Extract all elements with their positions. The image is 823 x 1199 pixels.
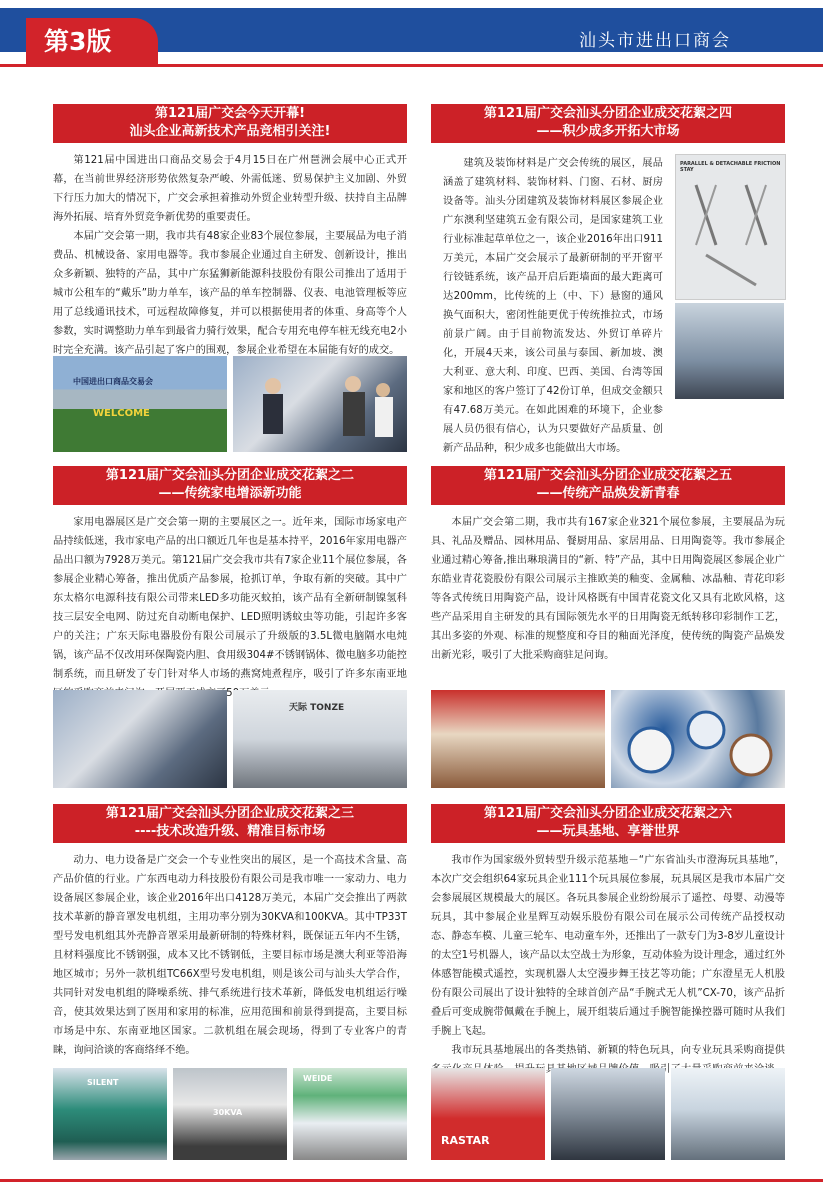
org-name: 汕头市进出口商会 <box>579 31 731 51</box>
paragraph: 我市玩具基地展出的各类热销、新颖的特色玩具，向专业玩具采购商提供 引 <box>451 1045 785 1075</box>
paragraph: 建筑及装饰材料是广交会传统的展区，展品涵盖了建筑材料、装饰材料、门窗、石材、厨房设备等。汕头分团建筑及装饰材料展区参展企业广东澳利坚建筑五金有限公司，是国家建筑工业行业标准起草单位之一，该企业2016年出口911万美元，本届广交会展示了最新研制的平开窗平行铰链系统，该产品开启后距墙面的最大距离可达200mm，比传统的上（中、下）悬窗的通风换气面积大，密闭性能更优于传统推拉式，市场前景广阔。由于目前物流发达、外贸订单碎片化，开展4天来，该公司虽与泰国、新加坡、澳大利亚、意大利、印度、巴西、美国、台湾等国家和地区的客户签订了42份订单，但成交金额只有47.68万美元。在如此困难的环境下，企业参展人员仍很有信心，认为只要做好产品质量、创新产品品种，积少成多也能做出大市场。 <box>443 158 663 454</box>
hinge-product-photo <box>675 154 786 300</box>
title-line-1: 第121届广交会汕头分团企业成交花絮之三 <box>105 806 355 821</box>
version-label: 第3版 <box>44 27 112 56</box>
title-line-1: 第121届广交会汕头分团企业成交花絮之六 <box>483 806 733 821</box>
article-body <box>53 851 407 1060</box>
photo-row <box>53 690 407 788</box>
photo-row <box>53 1068 407 1160</box>
title-line-1: 第121届广交会汕头分团企业成交花絮之二 <box>105 468 355 483</box>
article-5 <box>431 466 785 665</box>
article-body <box>431 513 785 665</box>
article-3 <box>53 804 407 1060</box>
tonze-booth-photo <box>233 690 407 788</box>
booth-photo <box>675 303 784 399</box>
photo-row <box>431 690 785 788</box>
paragraph: 本届广交会第二期，我市共有167家企业321个展位参展，主要展品为玩具、礼品及赠品、园林用品、餐厨用品、家居用品、日用陶瓷等。我市参展企业通过精心筹备,推出琳琅满目的“新、特”产品，其中日用陶瓷展区参展企业广东皓业青花瓷股份有限公司展示主推欧美的釉变、金属釉、冰晶釉、青花印彩等各式传统日用陶瓷产品，设计风格既有中国青花瓷文化又具有北欧风格，这些产品采用自主研发的具有国际领先水平的日用陶瓷无纸转移印彩制作工艺，其出多姿的外观、标准的规整度和夺目的釉面光泽度，使传统的陶瓷产品焕发出新光彩，吸引了大批采购商驻足问询。 <box>431 517 785 661</box>
photo-sign: WELCOME <box>93 408 150 419</box>
header-red-line <box>0 64 823 67</box>
article-opening <box>53 104 407 360</box>
paragraph: 本届广交会第一期，我市共有48家企业83个展位参展，主要展品为电子消费品、机械设备、家用电器等。我市参展企业通过自主研发、创新设计，推出众多新颖、独特的产品，其中广东猛狮新能源科技股份有限公司推出了适用于城市公租车的“戴乐”助力单车，该产品的单车控制器、仪表、电池管理板等应用了总线通讯技术，可远程故障修复，并可以根据使用者的体重、身高等个人参数，实时调整助力单车到最省力骑行效果，配合专用充电停车桩无线充电2小时完全充满。该产品引起了客户的围观，参展企业希望在本届能有好的成交。 <box>53 231 407 356</box>
photo-sign: 天际 TONZE <box>289 703 345 713</box>
article-title <box>53 104 407 143</box>
toy-hall-photo <box>551 1068 665 1160</box>
rastar-toy-photo <box>431 1068 545 1160</box>
bike-booth-photo <box>233 356 407 452</box>
ceramic-booth-photo <box>431 690 605 788</box>
photo-sign: RASTAR <box>441 1134 490 1147</box>
generator-photo <box>53 1068 167 1160</box>
title-line-1: 第121届广交会汕头分团企业成交花絮之四 <box>483 106 733 121</box>
photo-sign: 30KVA <box>213 1108 243 1117</box>
paragraph: 家用电器展区是广交会第一期的主要展区之一。近年来，国际市场家电产品持续低迷，我市家电产品的出口额近几年也是基本持平，2016年家用电器产品出口额为7928万美元。第121届广交会我市共有7家企业11个展位参展，各参展企业精心筹备，推出优质产品参展，抢抓订单，争取有新的突破。其中广东太格尔电源科技有限公司带来LED多功能灭蚊拍，该产品有全新研制镍氢科技三层安全电网、防过充自动断电保护、LED照明诱蚊虫等功能，引起许多客户的关注；广东天际电器股份有限公司展示了升级版的3.5L微电脑隔水电炖锅，该产品不仅改用环保陶瓷内胆、食用级304#不锈钢锅体、微电脑多功能控制系统，而且研发了专门针对华人市场的燕窝炖煮程序，吸引了许多东南亚地 两天成交了50万美元。 <box>53 517 407 699</box>
photo-row <box>53 356 407 452</box>
title-line-2: 汕头企业高新技术产品竞相引关注! <box>129 124 331 139</box>
article-body <box>53 513 407 703</box>
paragraph: 我市作为国家级外贸转型升级示范基地－“广东省汕头市澄海玩具基地”，本次广交会组织64家玩具企业111个玩具展位参展，玩具展区是我市本届广交会参展展区规模最大的展区。各玩具参展企业纷纷展示了遥控、母婴、动漫等玩具，其中参展企业星辉互动娱乐股份有限公司在展示公司传统产品授权动态、静态车模、儿童三轮车、电动童车外，还推出了一款专门为3-8岁儿童设计的太空1号机器人，该产品以太空战士为形象，互动体验为设计理念，通过红外体感智能模式遥控，实现机器人太空漫步舞王技艺等功能；广东澄星无人机股份有限公司展出了设计独特的全球首创产品“手腕式无人机”CX-70，该产品折叠后可变成腕带佩戴在手腕上，展开组装后通过手腕智能操控器可随时从我们手腕上飞起。 <box>431 855 785 1037</box>
toy-booth-photo <box>671 1068 785 1160</box>
photo-sign: WEIDE <box>303 1074 333 1083</box>
article-body <box>53 151 407 360</box>
visitors-illustration <box>233 356 407 452</box>
appliance-booth-photo <box>53 690 227 788</box>
photo-sign: 中国进出口商品交易会 <box>73 377 153 386</box>
generator-photo <box>173 1068 287 1160</box>
plates-illustration <box>611 690 785 788</box>
title-line-2: ——传统家电增添新功能 <box>158 486 302 501</box>
title-line-2: ——传统产品焕发新青春 <box>536 486 680 501</box>
title-line-2: ——玩具基地、享誉世界 <box>536 824 680 839</box>
photo-sign: PARALLEL & DETACHABLE FRICTION STAY <box>680 161 781 173</box>
footer-red-line <box>0 1179 823 1182</box>
article-title <box>431 804 785 843</box>
article-6 <box>431 804 785 1098</box>
ceramic-plates-photo <box>611 690 785 788</box>
article-title <box>431 466 785 505</box>
paragraph: 第121届中国进出口商品交易会于4月15日在广州琶洲会展中心正式开幕，在当前世界经济形势依然复杂严峻、外需低迷、贸易保护主义加剧、外贸下行压力加大的情况下，广交会承担着推动外贸企业转型升级、扶持自主品牌海外拓展、培育外贸竞争新优势的重要责任。 <box>53 155 407 223</box>
photo-sign: SILENT <box>87 1078 119 1087</box>
title-line-1: 第121届广交会今天开幕! <box>154 106 306 121</box>
hinge-illustration <box>676 155 785 299</box>
article-4 <box>431 104 785 143</box>
title-line-2: ——积少成多开拓大市场 <box>536 124 680 139</box>
generator-booth-photo <box>293 1068 407 1160</box>
canton-fair-photo <box>53 356 227 452</box>
title-line-2: ----技术改造升级、精准目标市场 <box>134 824 326 839</box>
title-line-1: 第121届广交会汕头分团企业成交花絮之五 <box>483 468 733 483</box>
article-title <box>431 104 785 143</box>
photo-row <box>431 1068 785 1160</box>
article-title <box>53 466 407 505</box>
page-header <box>0 0 823 66</box>
article-body <box>443 154 663 458</box>
article-title <box>53 804 407 843</box>
paragraph: 动力、电力设备是广交会一个专业性突出的展区，是一个高技术含量、高产品价值的行业。广东西电动力科技股份有限公司是我市唯一一家动力、电力设备展区参展企业，该企业2016年出口4128万美元，本届广交会推出了两款技术革新的静音罩发电机组，主用功率分别为30KVA和100KVA。其中TP33T型号发电机组其外壳静音罩采用最新研制的特殊材料，既保证五年内不生锈，且材料强度比不锈钢强，成本又比不锈钢低，主要目标市场是澳大利亚等沿海地区城市；另外一款机组TC66X型号发电机组，则是该公司与汕头大学合作，共同针对发电机组的降噪系统、排气系统进行技术革新，降低发电机组运行噪音，使其效果达到了医用和家用的标准，应用范围和前景得到提高，主要目标市场是中东、东南亚地区国家。二款机组在展会现场，得到了专业客户的青睐，询问洽谈的客商络绎不绝。 <box>53 855 407 1056</box>
article-body <box>431 851 785 1098</box>
article-2 <box>53 466 407 703</box>
